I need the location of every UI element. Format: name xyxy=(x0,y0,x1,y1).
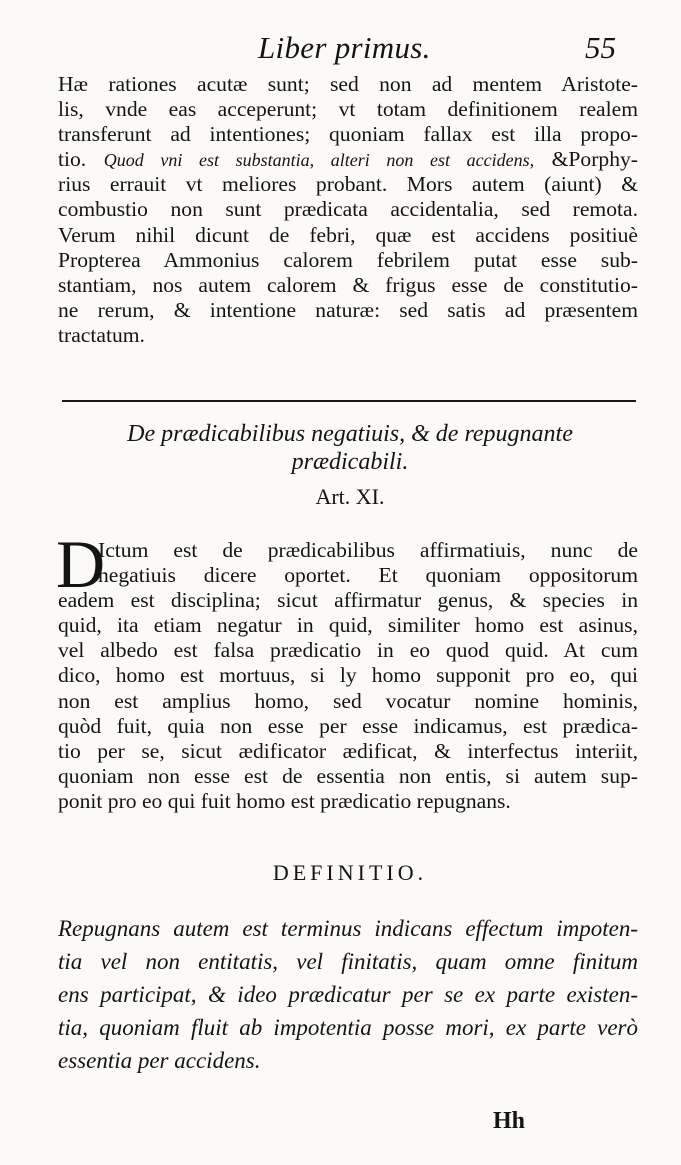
text-line: negatiuis dicere oportet. Et quoniam oppositorum xyxy=(98,563,638,588)
paragraph-2 xyxy=(58,538,638,814)
definitio-heading: DEFINITIO. xyxy=(272,860,428,885)
text-line: lis, vnde eas acceperunt; vt totam definitionem realem xyxy=(58,97,638,122)
text-line: transferunt ad intentiones; quoniam fallax est illa propo- xyxy=(58,122,638,147)
text-line: combustio non sunt prædicata accidentalia, sed remota. xyxy=(58,197,638,222)
section-heading xyxy=(60,420,640,476)
text-line: Ictum est de prædicabilibus affirmatiuis, nunc de xyxy=(98,538,638,562)
text-line: tractatum. xyxy=(58,322,145,347)
text-line: Propterea Ammonius calorem febrilem putat esse sub- xyxy=(58,247,638,272)
paragraph-1 xyxy=(58,72,638,348)
text-line: quoniam non esse est de essentia non entis, si autem sup- xyxy=(58,763,638,788)
text-line: rius errauit vt meliores probant. Mors autem (aiunt) & xyxy=(58,172,638,197)
running-head xyxy=(0,30,681,70)
text-line: eadem est disciplina; sicut affirmatur genus, & species in xyxy=(58,588,638,613)
text-line: tia, quoniam fluit ab impotentia posse mori, ex parte verò xyxy=(58,1015,638,1040)
section-heading-line: De prædicabilibus negatiuis, & de repugnante xyxy=(127,421,573,447)
definition-paragraph xyxy=(58,912,638,1077)
text-line: quòd fuit, quia non esse per esse indicamus, est prædica- xyxy=(58,713,638,738)
text-line: tia vel non entitatis, vel finitatis, quam omne finitum xyxy=(58,949,638,974)
running-title: Liber primus. xyxy=(258,30,431,65)
italic-quote: Quod vni est substantia, alteri non est accidens, xyxy=(103,150,535,171)
section-rule xyxy=(62,400,636,402)
text-line: ponit pro eo qui fuit homo est prædicatio repugnans. xyxy=(58,788,511,813)
text-line: vel albedo est falsa prædicatio in eo quod quid. At cum xyxy=(58,638,638,663)
text-line: essentia per accidens. xyxy=(58,1048,261,1073)
section-heading-line: prædicabili. xyxy=(291,449,409,475)
text-line: Hæ rationes acutæ sunt; sed non ad mentem Aristote- xyxy=(58,72,638,96)
text-line: Repugnans autem est terminus indicans effectum impoten- xyxy=(58,916,638,941)
text-fragment: &Porphy- xyxy=(551,147,638,172)
page-number: 55 xyxy=(585,30,616,65)
text-line: stantiam, nos autem calorem & frigus esse de constitutio- xyxy=(58,272,638,297)
text-line: quid, ita etiam negatur in quid, similiter homo est asinus, xyxy=(58,613,638,638)
text-line: ne rerum, & intentione naturæ: sed satis ad præsentem xyxy=(58,297,638,322)
catchword: Hh xyxy=(493,1108,526,1134)
text-line: ens participat, & ideo prædicatur per se ex parte existen- xyxy=(58,982,638,1007)
text-line: tio per se, sicut ædificator ædificat, & interfectus interiit, xyxy=(58,738,638,763)
text-line: Verum nihil dicunt de febri, quæ est accidens positiuè xyxy=(58,222,638,247)
text-fragment: tio. xyxy=(58,147,87,172)
text-line: dico, homo est mortuus, si ly homo supponit pro eo, qui xyxy=(58,663,638,688)
drop-cap: D xyxy=(56,526,106,602)
text-line xyxy=(58,147,638,172)
article-label: Art. XI. xyxy=(315,484,385,509)
text-line: non est amplius homo, sed vocatur nomine hominis, xyxy=(58,688,638,713)
